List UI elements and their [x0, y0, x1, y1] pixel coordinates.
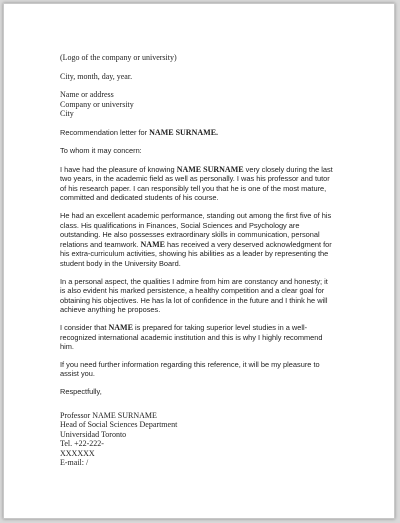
- line-text: student body in the University Board.: [60, 259, 181, 269]
- paragraph-line: [60, 259, 360, 269]
- paragraph-line: [60, 193, 360, 203]
- subject-prefix: Recommendation letter for: [60, 127, 150, 137]
- signature-email: E-mail: /: [60, 458, 89, 468]
- line-text: I have had the pleasure of knowing: [60, 164, 177, 174]
- line-text: In a personal aspect, the qualities I admire from him are constancy and honesty; it: [60, 276, 328, 286]
- line-text: If you need further information regarding this reference, it will be my pleasure to: [60, 359, 320, 369]
- letter-body: [60, 53, 360, 468]
- paragraph-line: [60, 333, 360, 343]
- line-text: has received a very deserved acknowledgment for: [164, 239, 332, 249]
- paragraph-line: [60, 174, 360, 184]
- line-text: very closely during the last: [243, 164, 333, 174]
- line-text: his extra-curriculum activities, showing his abilities as a leader by representing the: [60, 249, 329, 259]
- paragraph-3: [60, 277, 360, 315]
- signature-block: [60, 411, 360, 468]
- paragraph-line: [60, 360, 360, 370]
- recipient-block: [60, 90, 360, 119]
- line-text: is prepared for taking superior level studies in a well-: [132, 323, 308, 332]
- bold-name: NAME: [140, 239, 165, 249]
- document-page: [3, 3, 395, 519]
- signature-title: Head of Social Sciences Department: [60, 420, 178, 430]
- line-text: obtaining his objectives. He has la lot of confidence in the future and I think he will: [60, 295, 328, 305]
- line-text: him.: [60, 342, 74, 352]
- paragraph-line: [60, 211, 360, 221]
- paragraph-line: [60, 221, 360, 231]
- paragraph-line: [60, 296, 360, 306]
- line-text: I consider that: [60, 323, 109, 332]
- line-text: relations and teamwork.: [60, 239, 141, 249]
- line-text: outstanding. He also possesses extraordinary skills in communication, personal: [60, 230, 320, 240]
- line-text: class. His qualifications in Finances, Social Sciences and Psychology are: [60, 220, 300, 230]
- paragraph-line: [60, 323, 360, 333]
- closing: Respectfully,: [60, 386, 102, 396]
- paragraph-2: [60, 211, 360, 269]
- line-text: assist you.: [60, 369, 95, 379]
- line-text: He had an excellent academic performance, standing out among the first five of his: [60, 211, 332, 221]
- signature-name: Professor NAME SURNAME: [60, 410, 157, 420]
- paragraph-line: [60, 184, 360, 194]
- line-text: achieve anything he proposes.: [60, 305, 161, 315]
- paragraph-line: [60, 230, 360, 240]
- paragraph-line: [60, 249, 360, 259]
- paragraph-1: [60, 165, 360, 203]
- signature-tel-continued: XXXXXX: [60, 448, 95, 458]
- recipient-company: Company or university: [60, 99, 134, 109]
- logo-placeholder: (Logo of the company or university): [60, 53, 177, 62]
- line-text: recognized international academic institution and this is why I highly recommend: [60, 332, 323, 342]
- bold-name: NAME SURNAME: [176, 164, 244, 174]
- signature-institution: Universidad Toronto: [60, 429, 127, 439]
- paragraph-line: [60, 277, 360, 287]
- paragraph-line: [60, 342, 360, 352]
- subject-name: NAME SURNAME.: [149, 127, 219, 137]
- date-line: City, month, day, year.: [60, 71, 133, 81]
- paragraph-line: [60, 369, 360, 379]
- paragraph-5: [60, 360, 360, 379]
- bold-name: NAME: [108, 323, 133, 332]
- paragraph-4: [60, 323, 360, 352]
- paragraph-line: [60, 165, 360, 175]
- line-text: committed and dedicated students of his course.: [60, 193, 219, 203]
- paragraph-line: [60, 240, 360, 250]
- recipient-city: City: [60, 109, 74, 118]
- signature-tel: Tel. +22-222-: [60, 439, 104, 449]
- salutation: To whom it may concern:: [60, 146, 142, 156]
- line-text: two years, in the academic field as well as personally. I was his professor and tutor: [60, 174, 330, 184]
- line-text: of his research paper. I can responsibly tell you that he is one of the most mature,: [60, 183, 327, 193]
- recipient-name: Name or address: [60, 90, 114, 99]
- paragraph-line: [60, 286, 360, 296]
- subject-line: [60, 128, 360, 138]
- line-text: is also evident his marked persistence, a healthy competition and a clear goal for: [60, 286, 325, 296]
- paragraph-line: [60, 305, 360, 315]
